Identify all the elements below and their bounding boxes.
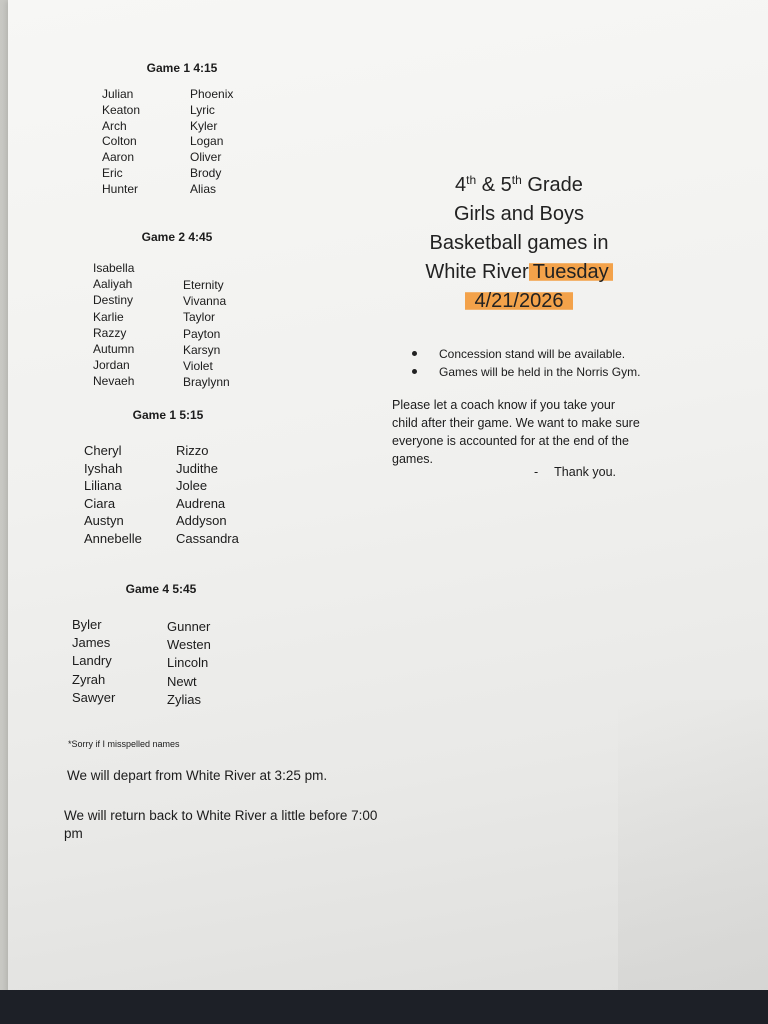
return-time: We will return back to White River a little before 7:00 pm (64, 808, 378, 841)
info-bullet-list (412, 345, 640, 381)
player-name: Cassandra (176, 530, 239, 546)
player-name: Jordan (93, 358, 130, 373)
player-name: Sawyer (72, 689, 116, 705)
player-name: Austyn (84, 513, 124, 529)
player-name: Braylynn (183, 375, 230, 390)
player-name: Lyric (190, 102, 215, 117)
player-name: Karlie (93, 309, 124, 324)
player-name: Addyson (176, 513, 227, 529)
player-name: Cheryl (84, 443, 122, 458)
player-name: James (72, 635, 111, 651)
highlighted-day: Tuesday (529, 261, 613, 283)
player-name: Liliana (84, 478, 122, 494)
player-name: Jolee (176, 478, 208, 494)
player-name: Vivanna (183, 294, 227, 309)
player-name: Aaron (102, 150, 135, 165)
player-name: Hunter (102, 181, 139, 196)
player-name: Oliver (190, 150, 222, 165)
bullet-icon (412, 351, 417, 356)
player-name: Ciara (84, 495, 116, 511)
player-name: Newt (167, 673, 197, 689)
roster-right-column (167, 618, 211, 709)
list-item: Games will be held in the Norris Gym. (412, 363, 640, 381)
roster-right-column (183, 277, 230, 390)
player-name: Destiny (93, 293, 134, 308)
headline-line-grades: 4th & 5th Grade (455, 173, 583, 196)
player-name: Razzy (93, 325, 127, 340)
player-name: Zyrah (72, 671, 106, 687)
roster-right-column (190, 87, 233, 198)
highlighted-date: 4/21/2026 (465, 290, 574, 312)
list-item: Concession stand will be available. (412, 345, 640, 363)
player-name: Colton (102, 134, 137, 149)
player-name: Nevaeh (93, 374, 135, 389)
player-name: Lincoln (167, 655, 209, 671)
game-title: Game 1 5:15 (132, 408, 204, 422)
event-headline (384, 171, 654, 316)
game-title: Game 4 5:45 (125, 582, 197, 596)
player-name: Keaton (102, 102, 141, 117)
player-name: Eternity (183, 278, 224, 292)
player-name: Judithe (176, 460, 218, 476)
player-name: Kyler (190, 118, 218, 133)
roster-right-column (176, 442, 239, 548)
roster-left-column (93, 260, 134, 390)
player-name: Annebelle (84, 530, 142, 546)
player-name: Eric (102, 165, 123, 180)
player-name: Julian (102, 87, 134, 101)
headline-line-event: Basketball games in (429, 232, 609, 254)
departure-time: We will depart from White River at 3:25 pm. (67, 768, 328, 783)
roster-left-column (102, 87, 140, 198)
player-name: Rizzo (176, 443, 209, 458)
player-name: Arch (102, 118, 127, 133)
player-name: Westen (167, 637, 211, 653)
bullet-icon (412, 369, 417, 374)
player-name: Aaliyah (93, 277, 133, 292)
roster-left-column (72, 616, 115, 707)
player-name: Autumn (93, 342, 135, 357)
headline-line-audience: Girls and Boys (453, 203, 585, 225)
headline-line-date (384, 287, 654, 316)
player-name: Brody (190, 165, 222, 180)
player-name: Logan (190, 134, 224, 149)
player-name: Karsyn (183, 342, 221, 357)
dark-floor-edge (0, 990, 768, 1024)
misspelling-footnote: *Sorry if I misspelled names (68, 739, 180, 749)
player-name: Byler (72, 617, 102, 632)
player-name: Taylor (183, 310, 216, 325)
player-name: Zylias (167, 691, 201, 707)
player-name: Payton (183, 326, 221, 341)
roster-left-column (84, 442, 142, 548)
player-name: Alias (190, 181, 217, 196)
player-name: Iyshah (84, 460, 123, 476)
game-title: Game 2 4:45 (141, 230, 213, 244)
player-name: Isabella (93, 261, 135, 275)
game-title: Game 1 4:15 (146, 61, 218, 75)
player-name: Violet (183, 359, 213, 374)
player-name: Audrena (176, 495, 226, 511)
player-name: Gunner (167, 619, 211, 634)
coach-note: Please let a coach know if you take your child after their game. We want to make sure everyone is accounted for at the end of the games. (392, 398, 640, 466)
player-name: Phoenix (190, 87, 234, 101)
player-name: Landry (72, 653, 112, 669)
thank-you-line: - Thank you. (534, 465, 617, 479)
headline-line-location: White River Tuesday (384, 258, 654, 287)
